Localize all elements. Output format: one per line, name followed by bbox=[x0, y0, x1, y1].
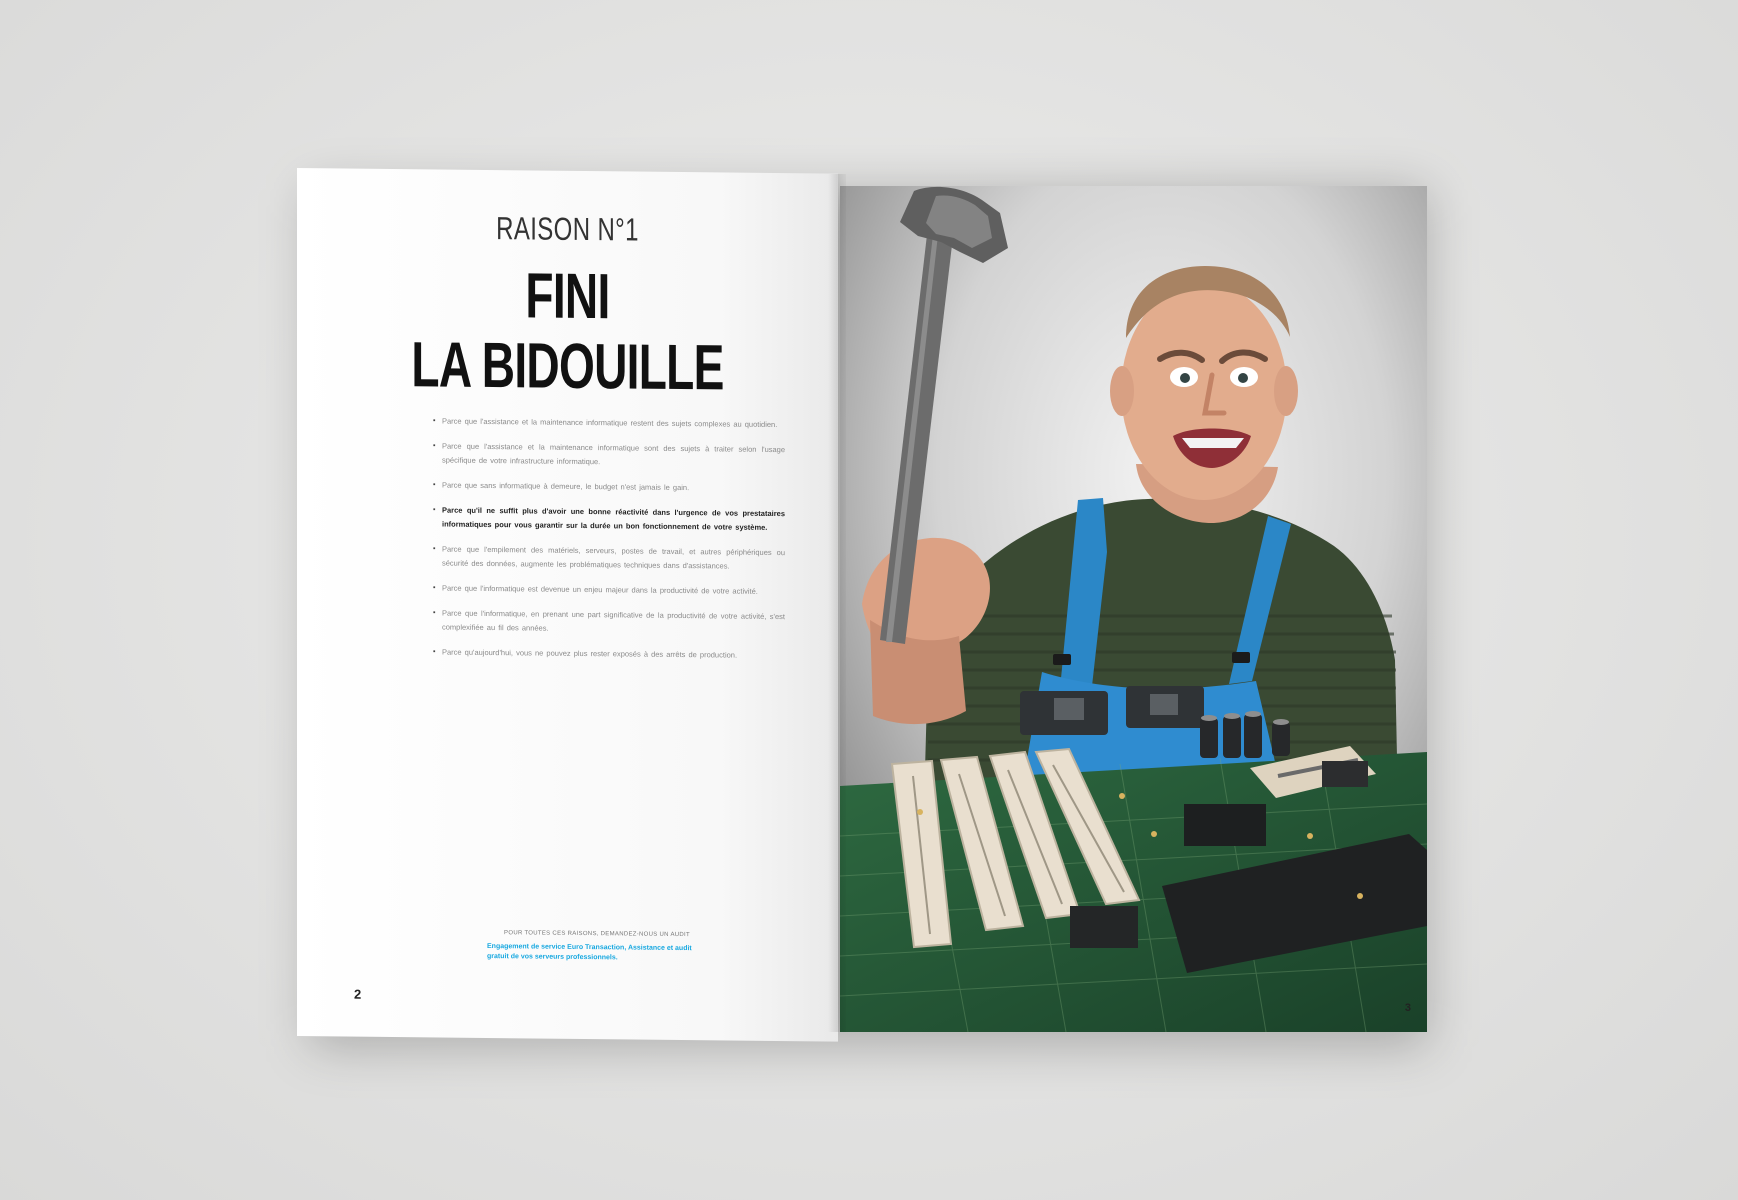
bullet-item: ▪ Parce qu'aujourd'hui, vous ne pouvez plus rester exposés à des arrêts de production. bbox=[434, 645, 785, 663]
bullet-item: ▪ Parce que l'assistance et la maintenance informatique restent des sujets complexes au quotidien. bbox=[434, 414, 785, 432]
footer-cta: Engagement de service Euro Transaction, Assistance et audit gratuit de vos serveurs professionnels. bbox=[487, 942, 692, 962]
page-number-left: 2 bbox=[354, 986, 362, 1002]
left-page bbox=[297, 168, 838, 1042]
bullet-item: ▪ Parce que l'assistance et la maintenance informatique sont des sujets à traiter selon l'usage spécifique de votre infrastructure informatique. bbox=[434, 439, 785, 471]
bullet-item-bold: ▪ Parce qu'il ne suffit plus d'avoir une bonne réactivité dans l'urgence de vos prestataires informatiques pour vous garantir sur la durée un bon fonctionnement de votre système. bbox=[434, 503, 785, 535]
reason-number: RAISON N°1 bbox=[496, 210, 639, 248]
right-page bbox=[840, 186, 1427, 1032]
bullet-list bbox=[434, 414, 785, 674]
bullet-item: ▪ Parce que sans informatique à demeure, le budget n'est jamais le gain. bbox=[434, 478, 785, 496]
title-line-2: LA BIDOUILLE bbox=[411, 328, 724, 404]
bullet-item: ▪ Parce que l'informatique est devenue un enjeu majeur dans la productivité de votre activité. bbox=[434, 581, 785, 599]
footer-note: POUR TOUTES CES RAISONS, DEMANDEZ-NOUS UN AUDIT bbox=[504, 930, 690, 939]
bullet-item: ▪ Parce que l'empilement des matériels, serveurs, postes de travail, et autres périphériques ou sécurité des données, augmente les problématiques techniques dans d'assistances. bbox=[434, 542, 785, 574]
bullet-item: ▪ Parce que l'informatique, en prenant une part significative de la productivité de votre activité, s'est complexifiée au fil des années. bbox=[434, 606, 785, 638]
title-line-1: FINI bbox=[525, 259, 610, 333]
page-number-right: 3 bbox=[1404, 1002, 1411, 1014]
man-with-hammer-motherboard-photo bbox=[840, 186, 1427, 1032]
open-booklet bbox=[297, 168, 1431, 1038]
